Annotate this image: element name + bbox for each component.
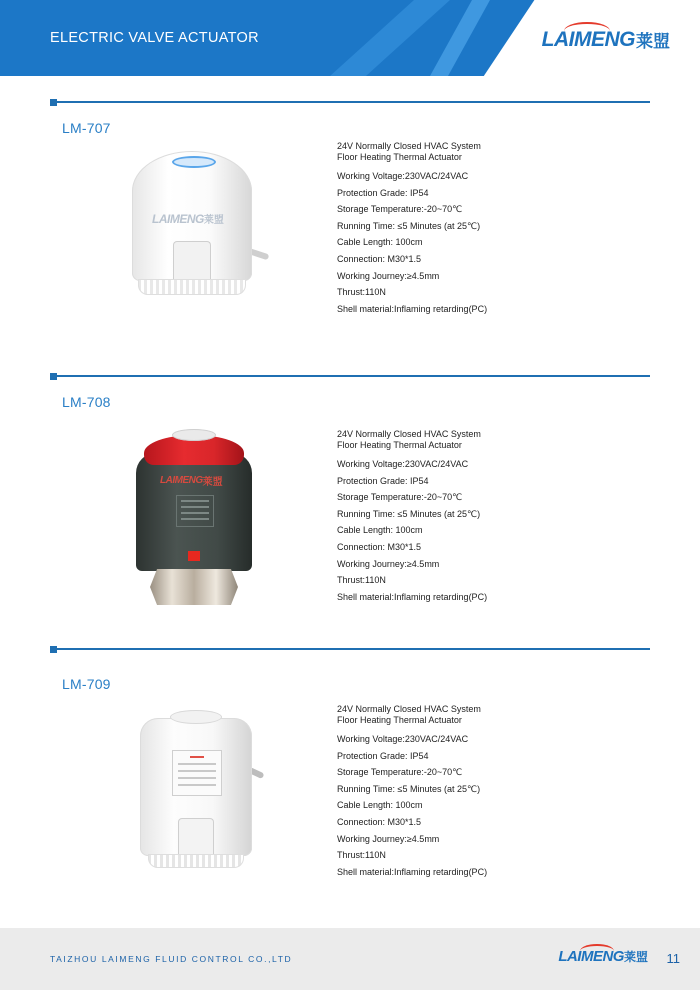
- page-number: 11: [666, 951, 680, 966]
- release-button: [188, 551, 200, 561]
- section-divider: [50, 375, 650, 377]
- spec-list: [337, 429, 637, 608]
- spec-working-journey: Working Journey:≥4.5mm: [337, 833, 440, 844]
- spec-cable-length: Cable Length: 100cm: [337, 237, 423, 248]
- actuator-base: [138, 279, 246, 295]
- spec-thrust: Thrust:110N: [337, 287, 386, 298]
- spec-description: [337, 429, 637, 451]
- spec-cable-length: Cable Length: 100cm: [337, 525, 423, 536]
- logo-swoosh-icon: [564, 22, 610, 40]
- product-section: [0, 648, 700, 908]
- product-section: [0, 101, 700, 361]
- brass-nut: [150, 569, 238, 605]
- spec-description-line: 24V Normally Closed HVAC System: [337, 141, 481, 151]
- section-divider: [50, 648, 650, 650]
- logo-swoosh-icon: [580, 944, 614, 958]
- body-logo: [152, 211, 224, 226]
- spec-description-line: Floor Heating Thermal Actuator: [337, 152, 462, 162]
- brand-logo-cjk: 莱盟: [636, 32, 670, 51]
- product-model: LM-708: [62, 394, 111, 410]
- spec-shell-material: Shell material:Inflaming retarding(PC): [337, 866, 488, 877]
- spec-description-line: 24V Normally Closed HVAC System: [337, 429, 481, 439]
- actuator-cap-top: [172, 429, 216, 441]
- footer-logo-text: LAIMENG: [558, 948, 624, 965]
- spec-shell-material: Shell material:Inflaming retarding(PC): [337, 303, 488, 314]
- product-model: LM-709: [62, 676, 111, 692]
- spec-list: [337, 141, 637, 320]
- company-name: TAIZHOU LAIMENG FLUID CONTROL CO.,LTD: [50, 954, 293, 964]
- spec-storage-temperature: Storage Temperature:-20~70℃: [337, 492, 463, 503]
- release-button: [173, 241, 211, 282]
- brand-logo-text: LAIMENG: [541, 27, 635, 51]
- spec-shell-material: Shell material:Inflaming retarding(PC): [337, 591, 488, 602]
- spec-working-journey: Working Journey:≥4.5mm: [337, 270, 440, 281]
- spec-working-voltage: Working Voltage:230VAC/24VAC: [337, 171, 469, 181]
- product-model: LM-707: [62, 120, 111, 136]
- spec-running-time: Running Time: ≤5 Minutes (at 25℃): [337, 220, 481, 231]
- rating-label: [172, 750, 222, 796]
- spec-protection-grade: Protection Grade: IP54: [337, 187, 429, 198]
- body-logo-cjk: 莱盟: [203, 215, 224, 226]
- spec-description-line: Floor Heating Thermal Actuator: [337, 715, 462, 725]
- indicator-ring: [172, 156, 216, 168]
- body-logo-text: LAIMENG: [152, 211, 204, 226]
- section-marker: [50, 646, 57, 653]
- spec-list: [337, 704, 637, 883]
- page-footer: [0, 928, 700, 990]
- product-section: [0, 375, 700, 635]
- spec-cable-length: Cable Length: 100cm: [337, 800, 423, 811]
- spec-running-time: Running Time: ≤5 Minutes (at 25℃): [337, 783, 481, 794]
- actuator-cap-top: [170, 710, 222, 724]
- spec-working-voltage: Working Voltage:230VAC/24VAC: [337, 734, 469, 744]
- page-header: [0, 0, 700, 76]
- footer-logo-cjk: 莱盟: [623, 950, 648, 964]
- header-stripe: [330, 0, 450, 76]
- body-logo: [160, 473, 223, 488]
- spec-description: [337, 704, 637, 726]
- spec-description-line: 24V Normally Closed HVAC System: [337, 704, 481, 714]
- spec-running-time: Running Time: ≤5 Minutes (at 25℃): [337, 508, 481, 519]
- spec-description-line: Floor Heating Thermal Actuator: [337, 440, 462, 450]
- section-marker: [50, 99, 57, 106]
- spec-storage-temperature: Storage Temperature:-20~70℃: [337, 767, 463, 778]
- section-marker: [50, 373, 57, 380]
- spec-connection: Connection: M30*1.5: [337, 253, 422, 264]
- spec-description: [337, 141, 637, 163]
- actuator-base: [148, 854, 244, 868]
- spec-protection-grade: Protection Grade: IP54: [337, 750, 429, 761]
- spec-thrust: Thrust:110N: [337, 575, 386, 586]
- spec-working-voltage: Working Voltage:230VAC/24VAC: [337, 459, 469, 469]
- body-logo-cjk: 莱盟: [202, 477, 223, 488]
- spec-thrust: Thrust:110N: [337, 850, 386, 861]
- spec-connection: Connection: M30*1.5: [337, 816, 422, 827]
- release-button: [178, 818, 214, 859]
- rating-label: [176, 495, 214, 527]
- section-divider: [50, 101, 650, 103]
- header-stripe: [430, 0, 490, 76]
- page-title: ELECTRIC VALVE ACTUATOR: [50, 30, 259, 46]
- spec-working-journey: Working Journey:≥4.5mm: [337, 558, 440, 569]
- body-logo-text: LAIMENG: [160, 475, 203, 486]
- spec-protection-grade: Protection Grade: IP54: [337, 475, 429, 486]
- spec-storage-temperature: Storage Temperature:-20~70℃: [337, 204, 463, 215]
- spec-connection: Connection: M30*1.5: [337, 541, 422, 552]
